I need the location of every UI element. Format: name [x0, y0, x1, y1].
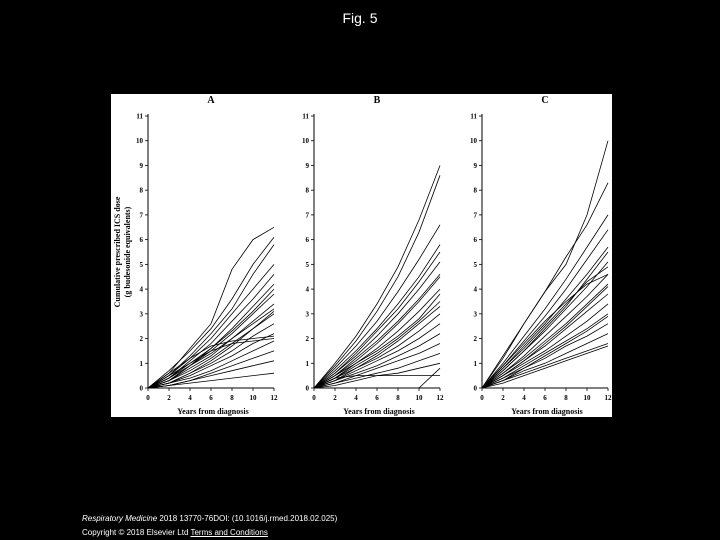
panel-title: C [541, 95, 549, 106]
y-tick-label: 7 [305, 211, 309, 220]
y-tick-label: 0 [139, 384, 143, 393]
y-tick-label: 0 [305, 384, 309, 393]
x-tick-label: 6 [209, 394, 213, 402]
y-tick-label: 6 [473, 236, 477, 245]
y-tick-label: 4 [473, 285, 477, 294]
citation-doi: 2018 13770-76DOI: (10.1016/j.rmed.2018.02.025) [157, 514, 338, 523]
x-tick-label: 12 [604, 394, 612, 402]
x-tick-label: 10 [583, 394, 591, 402]
x-tick-label: 0 [146, 394, 150, 402]
y-tick-label: 7 [473, 211, 477, 220]
x-tick-label: 6 [375, 394, 379, 402]
x-tick-label: 8 [564, 394, 568, 402]
y-tick-label: 8 [473, 186, 477, 195]
y-tick-label: 8 [139, 186, 143, 195]
y-tick-label: 4 [139, 285, 143, 294]
y-tick-label: 5 [473, 260, 477, 269]
x-tick-label: 4 [522, 394, 526, 402]
x-tick-label: 2 [333, 394, 337, 402]
slide-title: Fig. 5 [342, 10, 378, 26]
x-tick-label: 4 [188, 394, 192, 402]
footer-copyright [82, 528, 268, 537]
y-tick-label: 7 [139, 211, 143, 220]
x-tick-label: 12 [270, 394, 278, 402]
y-tick-label: 10 [302, 137, 309, 146]
x-tick-label: 2 [167, 394, 171, 402]
x-tick-label: 0 [312, 394, 316, 402]
y-tick-label: 11 [470, 112, 477, 121]
y-tick-label: 8 [305, 186, 309, 195]
y-tick-label: 1 [139, 359, 143, 368]
x-tick-label: 8 [396, 394, 400, 402]
y-tick-label: 3 [139, 310, 143, 319]
panel-title: B [373, 95, 381, 106]
x-axis-label: Years from diagnosis [343, 407, 415, 416]
x-tick-label: 8 [230, 394, 234, 402]
y-axis-sublabel: (g budesonide equivalents) [123, 206, 132, 298]
y-tick-label: 6 [139, 236, 143, 245]
y-tick-label: 4 [305, 285, 309, 294]
y-tick-label: 2 [473, 335, 477, 344]
x-tick-label: 10 [415, 394, 423, 402]
y-tick-label: 10 [136, 137, 143, 146]
x-axis-label: Years from diagnosis [177, 407, 249, 416]
y-tick-label: 6 [305, 236, 309, 245]
x-axis-label: Years from diagnosis [511, 407, 583, 416]
y-tick-label: 2 [305, 335, 309, 344]
y-tick-label: 9 [139, 161, 143, 170]
y-tick-label: 1 [305, 359, 309, 368]
y-tick-label: 5 [305, 260, 309, 269]
journal-name: Respiratory Medicine [82, 514, 158, 523]
y-tick-label: 2 [139, 335, 143, 344]
y-tick-label: 10 [470, 137, 477, 146]
y-tick-label: 3 [473, 310, 477, 319]
x-tick-label: 10 [249, 394, 257, 402]
y-tick-label: 3 [305, 310, 309, 319]
y-tick-label: 11 [302, 112, 309, 121]
footer-citation [82, 514, 337, 523]
x-tick-label: 6 [543, 394, 547, 402]
x-tick-label: 0 [480, 394, 484, 402]
y-tick-label: 9 [473, 161, 477, 170]
y-tick-label: 9 [305, 161, 309, 170]
y-tick-label: 11 [136, 112, 143, 121]
y-tick-label: 5 [139, 260, 143, 269]
panel-title: A [207, 95, 215, 106]
x-tick-label: 2 [501, 394, 505, 402]
x-tick-label: 4 [354, 394, 358, 402]
y-tick-label: 1 [473, 359, 477, 368]
y-axis-label: Cumulative prescribed ICS dose [113, 196, 122, 308]
x-tick-label: 12 [436, 394, 444, 402]
terms-and-conditions-link[interactable]: Terms and Conditions [190, 528, 268, 537]
y-tick-label: 0 [473, 384, 477, 393]
copyright-text: Copyright © 2018 Elsevier Ltd [82, 528, 191, 537]
